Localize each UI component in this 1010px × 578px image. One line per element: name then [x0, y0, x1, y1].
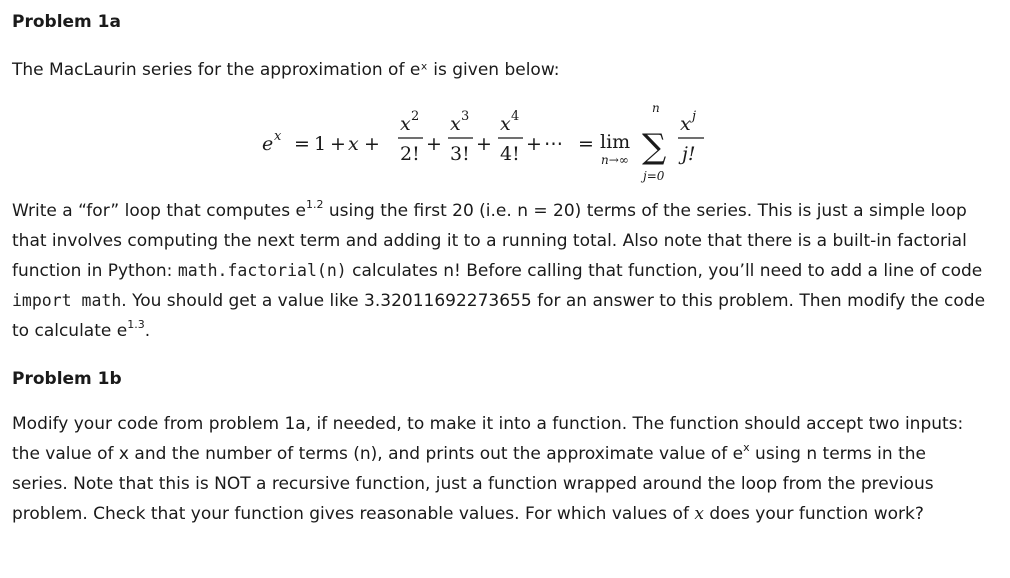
term3-num-base: x — [450, 113, 461, 135]
problem-1a-body — [12, 196, 987, 346]
term3-num-exp: 3 — [461, 109, 470, 124]
code-import-math: import math — [12, 291, 122, 310]
p1b-text-2: using n terms in the series. Note that this is NOT a recursive function, just a function wrapped around the loop from the previous problem. Check that your function gives reasonable values. For which values of — [12, 444, 934, 524]
sum-frac-num-base: x — [680, 113, 691, 135]
formula-lim: lim — [600, 131, 631, 153]
term4-num-base: x — [500, 113, 511, 135]
formula-lim-sub: n→∞ — [601, 153, 629, 167]
p1a-text-2: using the first 20 (i.e. n = 20) terms of the series. This is just a simple loop that involves computing the next term and adding it to a running total. Also note that there is a built-in factorial function in Python: — [12, 201, 967, 281]
sum-lower-limit: j=0 — [643, 169, 665, 183]
series-intro-text: The MacLaurin series for the approximation of eˣ is given below: — [12, 60, 560, 80]
term2-num-base: x — [400, 113, 411, 135]
sum-frac-den: j! — [682, 143, 696, 165]
formula-lhs-exp: x — [274, 129, 282, 144]
maclaurin-series-formula — [260, 98, 720, 188]
formula-plus-1: + — [330, 133, 346, 155]
sum-symbol: ∑ — [642, 127, 667, 167]
formula-x: x — [348, 133, 359, 155]
p1b-exponent: x — [743, 441, 750, 455]
term3-den: 3! — [450, 143, 470, 165]
term4-den: 4! — [500, 143, 520, 165]
p1b-text-1: Modify your code from problem 1a, if needed, to make it into a function. The function should accept two inputs: the value of x and the number of terms (n), and prints out the approximate value of e — [12, 414, 964, 464]
term4-num-exp: 4 — [511, 109, 520, 124]
formula-eq-2: = — [578, 133, 594, 155]
p1a-text-1: Write a “for” loop that computes e — [12, 201, 306, 221]
formula-plus-4: + — [476, 133, 492, 155]
formula-ellipsis: ⋯ — [544, 133, 563, 155]
sum-frac-num-exp: j — [692, 109, 697, 124]
formula-plus-5: + — [526, 133, 542, 155]
formula-plus-3: + — [426, 133, 442, 155]
formula-lhs-base: e — [262, 133, 274, 155]
p1a-exponent-2: 1.3 — [127, 318, 145, 332]
term2-den: 2! — [400, 143, 420, 165]
p1a-text-3: calculates n! Before calling that function, you’ll need to add a line of code — [346, 261, 983, 281]
problem-1b-heading: Problem 1b — [12, 369, 122, 389]
sum-upper-limit: n — [652, 101, 660, 115]
code-math-factorial: math.factorial(n) — [177, 261, 347, 280]
term2-num-exp: 2 — [411, 109, 420, 124]
formula-one: 1 — [314, 133, 327, 155]
p1b-variable-x: x — [694, 504, 704, 524]
p1b-text-3: does your function work? — [703, 504, 924, 524]
problem-1a-heading: Problem 1a — [12, 12, 121, 32]
formula-plus-2: + — [364, 133, 380, 155]
p1a-exponent-1: 1.2 — [305, 198, 324, 212]
p1a-text-4: . You should get a value like 3.32011692273655 for an answer to this problem. Then modify the code to calculate e — [12, 291, 986, 341]
problem-1b-body — [12, 409, 987, 529]
p1a-text-5: . — [144, 321, 151, 341]
formula-eq-1: = — [294, 133, 310, 155]
